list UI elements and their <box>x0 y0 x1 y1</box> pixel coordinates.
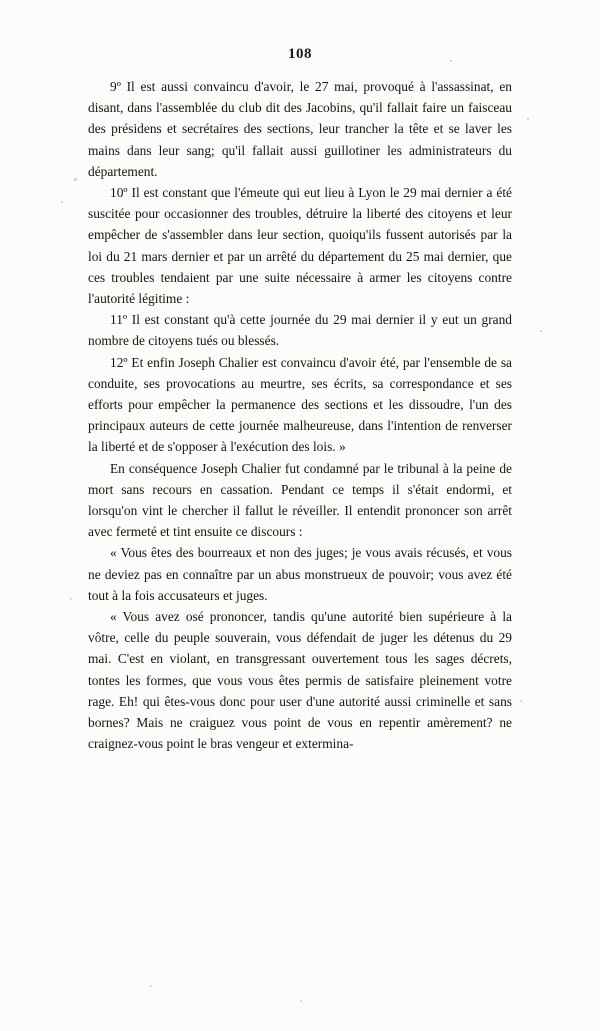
page-body-text <box>88 76 512 755</box>
scan-speckle <box>527 118 529 120</box>
page-number: 108 <box>288 46 312 62</box>
scan-speckle <box>300 1000 302 1002</box>
paragraph: 11º Il est constant qu'à cette journée du 29 mai dernier il y eut un grand nombre de citoyens tués ou blessés. <box>88 312 512 349</box>
paragraph: « Vous avez osé prononcer, tandis qu'une autorité bien supérieure à la vôtre, celle du peuple souverain, vous défendait de juger les détenus du 29 mai. C'est en violant, en transgressant ouvertement tous les sages décrets, tontes les formes, que vous vous êtes permis de satisfaire pleinement votre rage. Eh! qui êtes-vous donc pour user d'une autorité aussi criminelle et sans bornes? Mais ne craiguez vous point de vous en repentir amèrement? ne craignez-vous point le bras vengeur et extermina- <box>88 609 512 752</box>
scan-speckle <box>70 598 72 600</box>
paragraph: « Vous êtes des bourreaux et non des juges; je vous avais récusés, et vous ne deviez pas en connaître par un abus monstrueux de pouvoir; vous avez été tout à la fois accusateurs et juges. <box>88 545 512 603</box>
paragraph: En conséquence Joseph Chalier fut condamné par le tribunal à la peine de mort sans recours en cassation. Pendant ce temps il s'était endormi, et lorsqu'on vint le chercher il fallut le réveiller. Il entendit prononcer son arrêt avec fermeté et tint ensuite ce discours : <box>88 460 512 540</box>
scan-speckle <box>520 700 522 702</box>
paragraph: 12º Et enfin Joseph Chalier est convaincu d'avoir été, par l'ensemble de sa conduite, ses provocations au meurtre, ses écrits, sa correspondance et ses efforts pour empêcher la permanence des sections et les dissoudre, l'un des principaux auteurs de cette journée malheureuse, dans l'intention de renverser la liberté et de s'opposer à l'exécution des lois. » <box>88 354 512 455</box>
paragraph: 9º Il est aussi convaincu d'avoir, le 27 mai, provoqué à l'assassinat, en disant, dans l'assemblée du club dit des Jacobins, qu'il fallait faire un faisceau des présidens et secrétaires des sections, leur trancher la tête et se laver les mains dans leur sang; qu'il fallait aussi guillotiner les administrateurs du département. <box>88 79 512 179</box>
scan-speckle <box>74 178 77 181</box>
scan-speckle <box>150 985 152 987</box>
scan-speckle <box>450 60 452 62</box>
scan-speckle <box>61 201 63 203</box>
paragraph: 10º Il est constant que l'émeute qui eut lieu à Lyon le 29 mai dernier a été suscitée pour occasionner des troubles, détruire la liberté des citoyens et leur empêcher de s'assembler dans leur section, quoiqu'ils fussent autorisés par la loi du 21 mars dernier et par un arrêté du département du 25 mai dernier, que ces troubles tendaient par une suite nécessaire à armer les citoyens contre l'autorité légitime : <box>88 185 512 307</box>
scan-speckle <box>540 330 542 332</box>
